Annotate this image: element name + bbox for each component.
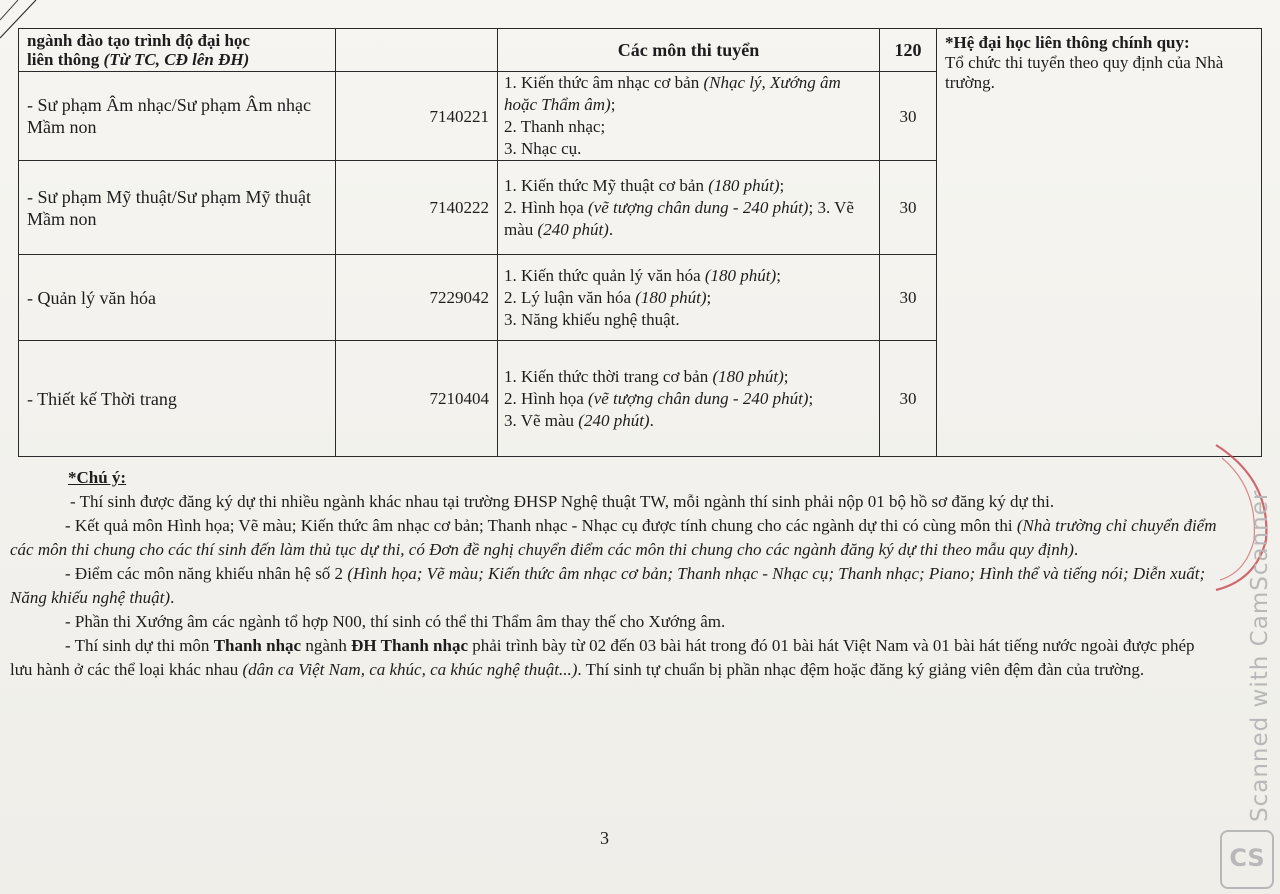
major-quota: 30 [880,255,937,341]
header-name-line2: liên thông [27,50,100,69]
subject-detail: (Nhạc lý, Xướng âm hoặc Thẩm âm) [504,73,841,114]
subject-text: ; [776,265,781,285]
subject-text: 2. Lý luận văn hóa [504,287,636,307]
subject-detail: (180 phút) [635,287,707,307]
subject-text: 2. Hình họa [504,197,589,217]
major-code: 7140222 [336,161,498,255]
major-name: - Sư phạm Mỹ thuật/Sư phạm Mỹ thuật Mầm non [19,161,336,255]
note-body: Tổ chức thi tuyển theo quy định của Nhà trường. [945,53,1224,92]
header-name-italic: (Từ TC, CĐ lên ĐH) [103,50,250,69]
note-text: . [170,588,175,607]
subject-detail: (vẽ tượng chân dung - 240 phút) [588,388,809,408]
page-number: 3 [600,828,609,848]
note-text: - Kết quả môn Hình họa; Vẽ màu; Kiến thức âm nhạc cơ bản; Thanh nhạc - Nhạc cụ được tính chung cho các ngành dự thi có cùng môn thi [65,516,1017,535]
note-italic: (Nhà trường chỉ chuyển điểm các môn thi chung cho các thí sinh đến làm thủ tục dự thi, có Đơn đề nghị chuyển điểm các môn thi chung cho các ngành đăng ký dự thi theo mẫu quy định) [10,516,1217,559]
subject-detail: (240 phút) [537,219,609,239]
subject-text: 1. Kiến thức âm nhạc cơ bản [504,73,704,92]
subject-text: ; 3. Vẽ màu [504,197,854,239]
subject-text: . [608,219,614,239]
note-item: - Thí sinh được đăng ký dự thi nhiều ngành khác nhau tại trường ĐHSP Nghệ thuật TW, mỗi ngành thí sinh phải nộp 01 bộ hồ sơ đăng ký dự thi. [70,492,1055,511]
exam-subjects [498,72,880,161]
subject-text: 3. Nhạc cụ. [504,139,582,158]
note-text: . Thí sinh tự chuẩn bị phần nhạc đệm hoặc đăng ký giảng viên đệm đàn của trường. [577,660,1145,679]
major-code: 7210404 [336,341,498,457]
note-bold: ĐH Thanh nhạc [351,636,469,655]
header-name-line1: ngành đào tạo trình độ đại học [27,31,250,50]
header-subjects: Các môn thi tuyển [498,29,880,72]
major-quota: 30 [880,72,937,161]
note-bold: Thanh nhạc [213,636,302,655]
table-note-cell [937,29,1262,457]
major-code: 7140221 [336,72,498,161]
subject-text: 1. Kiến thức thời trang cơ bản [504,366,713,386]
subject-text: ; [783,366,789,386]
subject-text: 2. Hình họa [504,388,589,408]
subject-text: . [649,410,654,430]
subject-detail: (180 phút) [708,175,780,195]
notes-title [10,466,1220,490]
major-code: 7229042 [336,255,498,341]
header-code [336,29,498,72]
subject-text: ; [808,388,814,408]
major-quota: 30 [880,161,937,255]
note-italic: (Hình họa; Vẽ màu; Kiến thức âm nhạc cơ bản; Thanh nhạc - Nhạc cụ; Thanh nhạc; Piano; Hình thể và tiếng nói; Diễn xuất; Năng khiếu nghệ thuật) [10,564,1206,607]
exam-subjects [498,255,880,341]
subject-detail: (240 phút) [578,410,650,430]
note-item [10,562,1220,610]
note-text: - Thí sinh dự thi môn [65,636,214,655]
major-name: - Thiết kế Thời trang [19,341,336,457]
note-text: . [1073,540,1079,559]
header-quota: 120 [880,29,937,72]
note-item [10,634,1220,682]
note-text: ngành [301,636,352,655]
note-text: - Điểm các môn năng khiếu nhân hệ số 2 [65,564,348,583]
notes-title-text: *Chú ý: [68,468,127,487]
scanner-watermark-text: Scanned with CamScanner [1247,489,1273,822]
note-text: phải trình bày từ 02 đến 03 bài hát trong đó 01 bài hát Việt Nam và 01 bài hát tiếng nước ngoài được phép lưu hành ở các thể loại khác nhau [10,636,1195,679]
subject-text: ; [610,95,616,114]
admission-table [18,28,1262,457]
note-item [10,514,1220,562]
major-quota: 30 [880,341,937,457]
exam-subjects [498,161,880,255]
subject-text: 3. Vẽ màu [504,410,579,430]
subject-text: 2. Thanh nhạc; [504,117,606,136]
note-italic: (dân ca Việt Nam, ca khúc, ca khúc nghệ thuật...) [242,660,578,679]
note-title: *Hệ đại học liên thông chính quy: [945,33,1190,52]
exam-subjects [498,341,880,457]
subject-detail: (180 phút) [704,265,777,285]
subject-text: 3. Năng khiếu nghệ thuật. [504,309,680,329]
subject-text: ; [706,287,712,307]
major-name: - Quản lý văn hóa [19,255,336,341]
subject-detail: (vẽ tượng chân dung - 240 phút) [588,197,809,217]
camscanner-logo-icon: CS [1220,830,1274,889]
major-name: - Sư phạm Âm nhạc/Sư phạm Âm nhạc Mầm non [19,72,336,161]
note-item: - Phần thi Xướng âm các ngành tổ hợp N00, thí sinh có thể thi Thẩm âm thay thế cho Xướng âm. [65,612,726,631]
table-header-row [19,29,1262,72]
subject-text: 1. Kiến thức Mỹ thuật cơ bản [504,175,709,195]
subject-text: ; [779,175,785,195]
subject-text: 1. Kiến thức quản lý văn hóa [504,265,705,285]
notes-section [10,466,1220,682]
header-major-name [19,29,336,72]
subject-detail: (180 phút) [712,366,784,386]
